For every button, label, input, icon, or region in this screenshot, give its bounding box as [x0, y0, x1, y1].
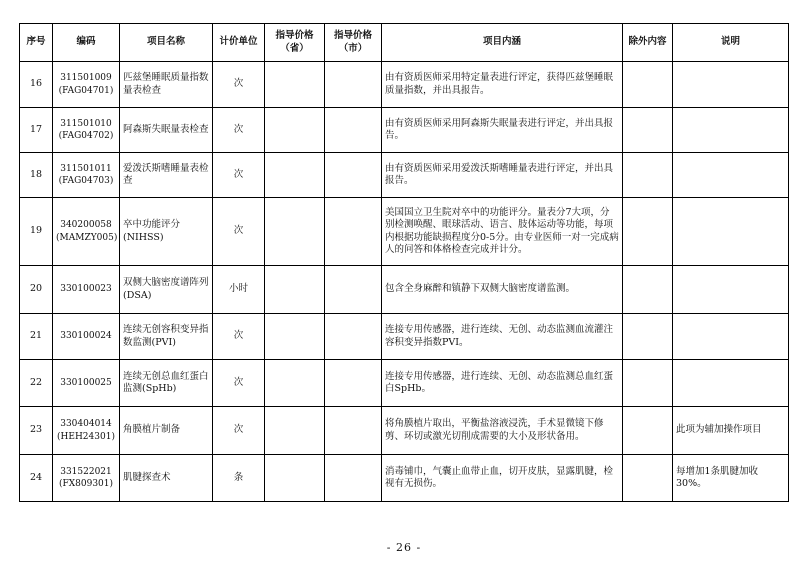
fee-table — [19, 23, 789, 502]
cell-code: 311501010 (FAG04702) — [53, 108, 120, 153]
cell-price-city — [325, 198, 382, 266]
cell-price-city — [325, 62, 382, 108]
table-row — [20, 62, 789, 108]
cell-name: 肌腱探查术 — [120, 455, 213, 502]
cell-note — [673, 198, 789, 266]
cell-content: 由有资质医师采用爱泼沃斯嗜睡量表进行评定，并出具报告。 — [382, 153, 623, 198]
cell-excluded — [623, 455, 673, 502]
cell-unit: 次 — [213, 153, 265, 198]
cell-code: 311501011 (FAG04703) — [53, 153, 120, 198]
cell-excluded — [623, 314, 673, 360]
cell-name: 双侧大脑密度谱阵列(DSA) — [120, 266, 213, 314]
cell-content: 由有资质医师采用阿森斯失眠量表进行评定，并出具报告。 — [382, 108, 623, 153]
cell-unit: 次 — [213, 314, 265, 360]
table-row — [20, 360, 789, 407]
cell-note: 每增加1条肌腱加收30%。 — [673, 455, 789, 502]
cell-name: 连续无创总血红蛋白监测(SpHb) — [120, 360, 213, 407]
cell-content: 连接专用传感器，进行连续、无创、动态监测总血红蛋白SpHb。 — [382, 360, 623, 407]
cell-price-city — [325, 314, 382, 360]
cell-price-province — [265, 314, 325, 360]
cell-note — [673, 360, 789, 407]
cell-name: 爱泼沃斯嗜睡量表检查 — [120, 153, 213, 198]
header-excluded: 除外内容 — [623, 24, 673, 62]
cell-price-province — [265, 266, 325, 314]
table-row — [20, 198, 789, 266]
cell-price-city — [325, 153, 382, 198]
cell-content: 连接专用传感器，进行连续、无创、动态监测血流灌注容积变异指数PVI。 — [382, 314, 623, 360]
cell-note — [673, 314, 789, 360]
cell-unit: 次 — [213, 198, 265, 266]
cell-unit: 次 — [213, 407, 265, 455]
cell-seq: 18 — [20, 153, 53, 198]
cell-note — [673, 266, 789, 314]
cell-name: 阿森斯失眠量表检查 — [120, 108, 213, 153]
cell-code: 330404014 (HEH24301) — [53, 407, 120, 455]
cell-price-city — [325, 360, 382, 407]
header-code: 编码 — [53, 24, 120, 62]
cell-price-province — [265, 360, 325, 407]
cell-code: 331522021 (FX809301) — [53, 455, 120, 502]
cell-price-province — [265, 407, 325, 455]
table-row — [20, 407, 789, 455]
cell-code: 330100023 — [53, 266, 120, 314]
header-seq: 序号 — [20, 24, 53, 62]
header-note: 说明 — [673, 24, 789, 62]
cell-price-province — [265, 198, 325, 266]
cell-seq: 21 — [20, 314, 53, 360]
cell-price-province — [265, 153, 325, 198]
cell-price-province — [265, 108, 325, 153]
cell-excluded — [623, 198, 673, 266]
cell-excluded — [623, 62, 673, 108]
cell-code: 340200058 (MAMZY005) — [53, 198, 120, 266]
cell-excluded — [623, 108, 673, 153]
cell-price-province — [265, 455, 325, 502]
cell-seq: 23 — [20, 407, 53, 455]
cell-note: 此项为辅加操作项目 — [673, 407, 789, 455]
cell-excluded — [623, 407, 673, 455]
cell-unit: 次 — [213, 108, 265, 153]
cell-price-city — [325, 266, 382, 314]
cell-content: 美国国立卫生院对卒中的功能评分。量表分7大项，分别检测唤醒、眼球活动、语言、肢体运动等功能，每项内根据功能缺损程度分0-5分。由专业医师一对一完成病人的问答和体格检查完成并计分。 — [382, 198, 623, 266]
cell-note — [673, 153, 789, 198]
cell-price-city — [325, 407, 382, 455]
header-price-province: 指导价格（省） — [265, 24, 325, 62]
cell-seq: 19 — [20, 198, 53, 266]
header-name: 项目名称 — [120, 24, 213, 62]
cell-price-city — [325, 455, 382, 502]
cell-seq: 17 — [20, 108, 53, 153]
cell-excluded — [623, 153, 673, 198]
cell-content: 包含全身麻醉和镇静下双侧大脑密度谱监测。 — [382, 266, 623, 314]
cell-content: 由有资质医师采用特定量表进行评定，获得匹兹堡睡眠质量指数，并出具报告。 — [382, 62, 623, 108]
cell-content: 消毒铺巾，气囊止血带止血，切开皮肤，显露肌腱，检视有无损伤。 — [382, 455, 623, 502]
cell-unit: 次 — [213, 62, 265, 108]
cell-unit: 次 — [213, 360, 265, 407]
cell-note — [673, 108, 789, 153]
cell-name: 匹兹堡睡眠质量指数量表检查 — [120, 62, 213, 108]
cell-price-province — [265, 62, 325, 108]
header-row — [20, 24, 789, 62]
cell-seq: 22 — [20, 360, 53, 407]
cell-code: 330100024 — [53, 314, 120, 360]
cell-note — [673, 62, 789, 108]
cell-excluded — [623, 266, 673, 314]
cell-unit: 小时 — [213, 266, 265, 314]
cell-name: 卒中功能评分(NIHSS) — [120, 198, 213, 266]
cell-seq: 20 — [20, 266, 53, 314]
table-row — [20, 108, 789, 153]
table-row — [20, 153, 789, 198]
header-unit: 计价单位 — [213, 24, 265, 62]
cell-code: 311501009 (FAG04701) — [53, 62, 120, 108]
header-price-city: 指导价格（市） — [325, 24, 382, 62]
table-row — [20, 314, 789, 360]
cell-name: 连续无创容积变异指数监测(PVI) — [120, 314, 213, 360]
cell-code: 330100025 — [53, 360, 120, 407]
cell-name: 角膜植片制备 — [120, 407, 213, 455]
header-content: 项目内涵 — [382, 24, 623, 62]
cell-excluded — [623, 360, 673, 407]
table-row — [20, 266, 789, 314]
cell-content: 将角膜植片取出，平衡盐溶液浸洗，手术显微镜下修剪、环切或激光切削成需要的大小及形状备用。 — [382, 407, 623, 455]
cell-seq: 24 — [20, 455, 53, 502]
cell-price-city — [325, 108, 382, 153]
cell-seq: 16 — [20, 62, 53, 108]
table-row — [20, 455, 789, 502]
page-number: - 26 - — [386, 541, 422, 554]
cell-unit: 条 — [213, 455, 265, 502]
